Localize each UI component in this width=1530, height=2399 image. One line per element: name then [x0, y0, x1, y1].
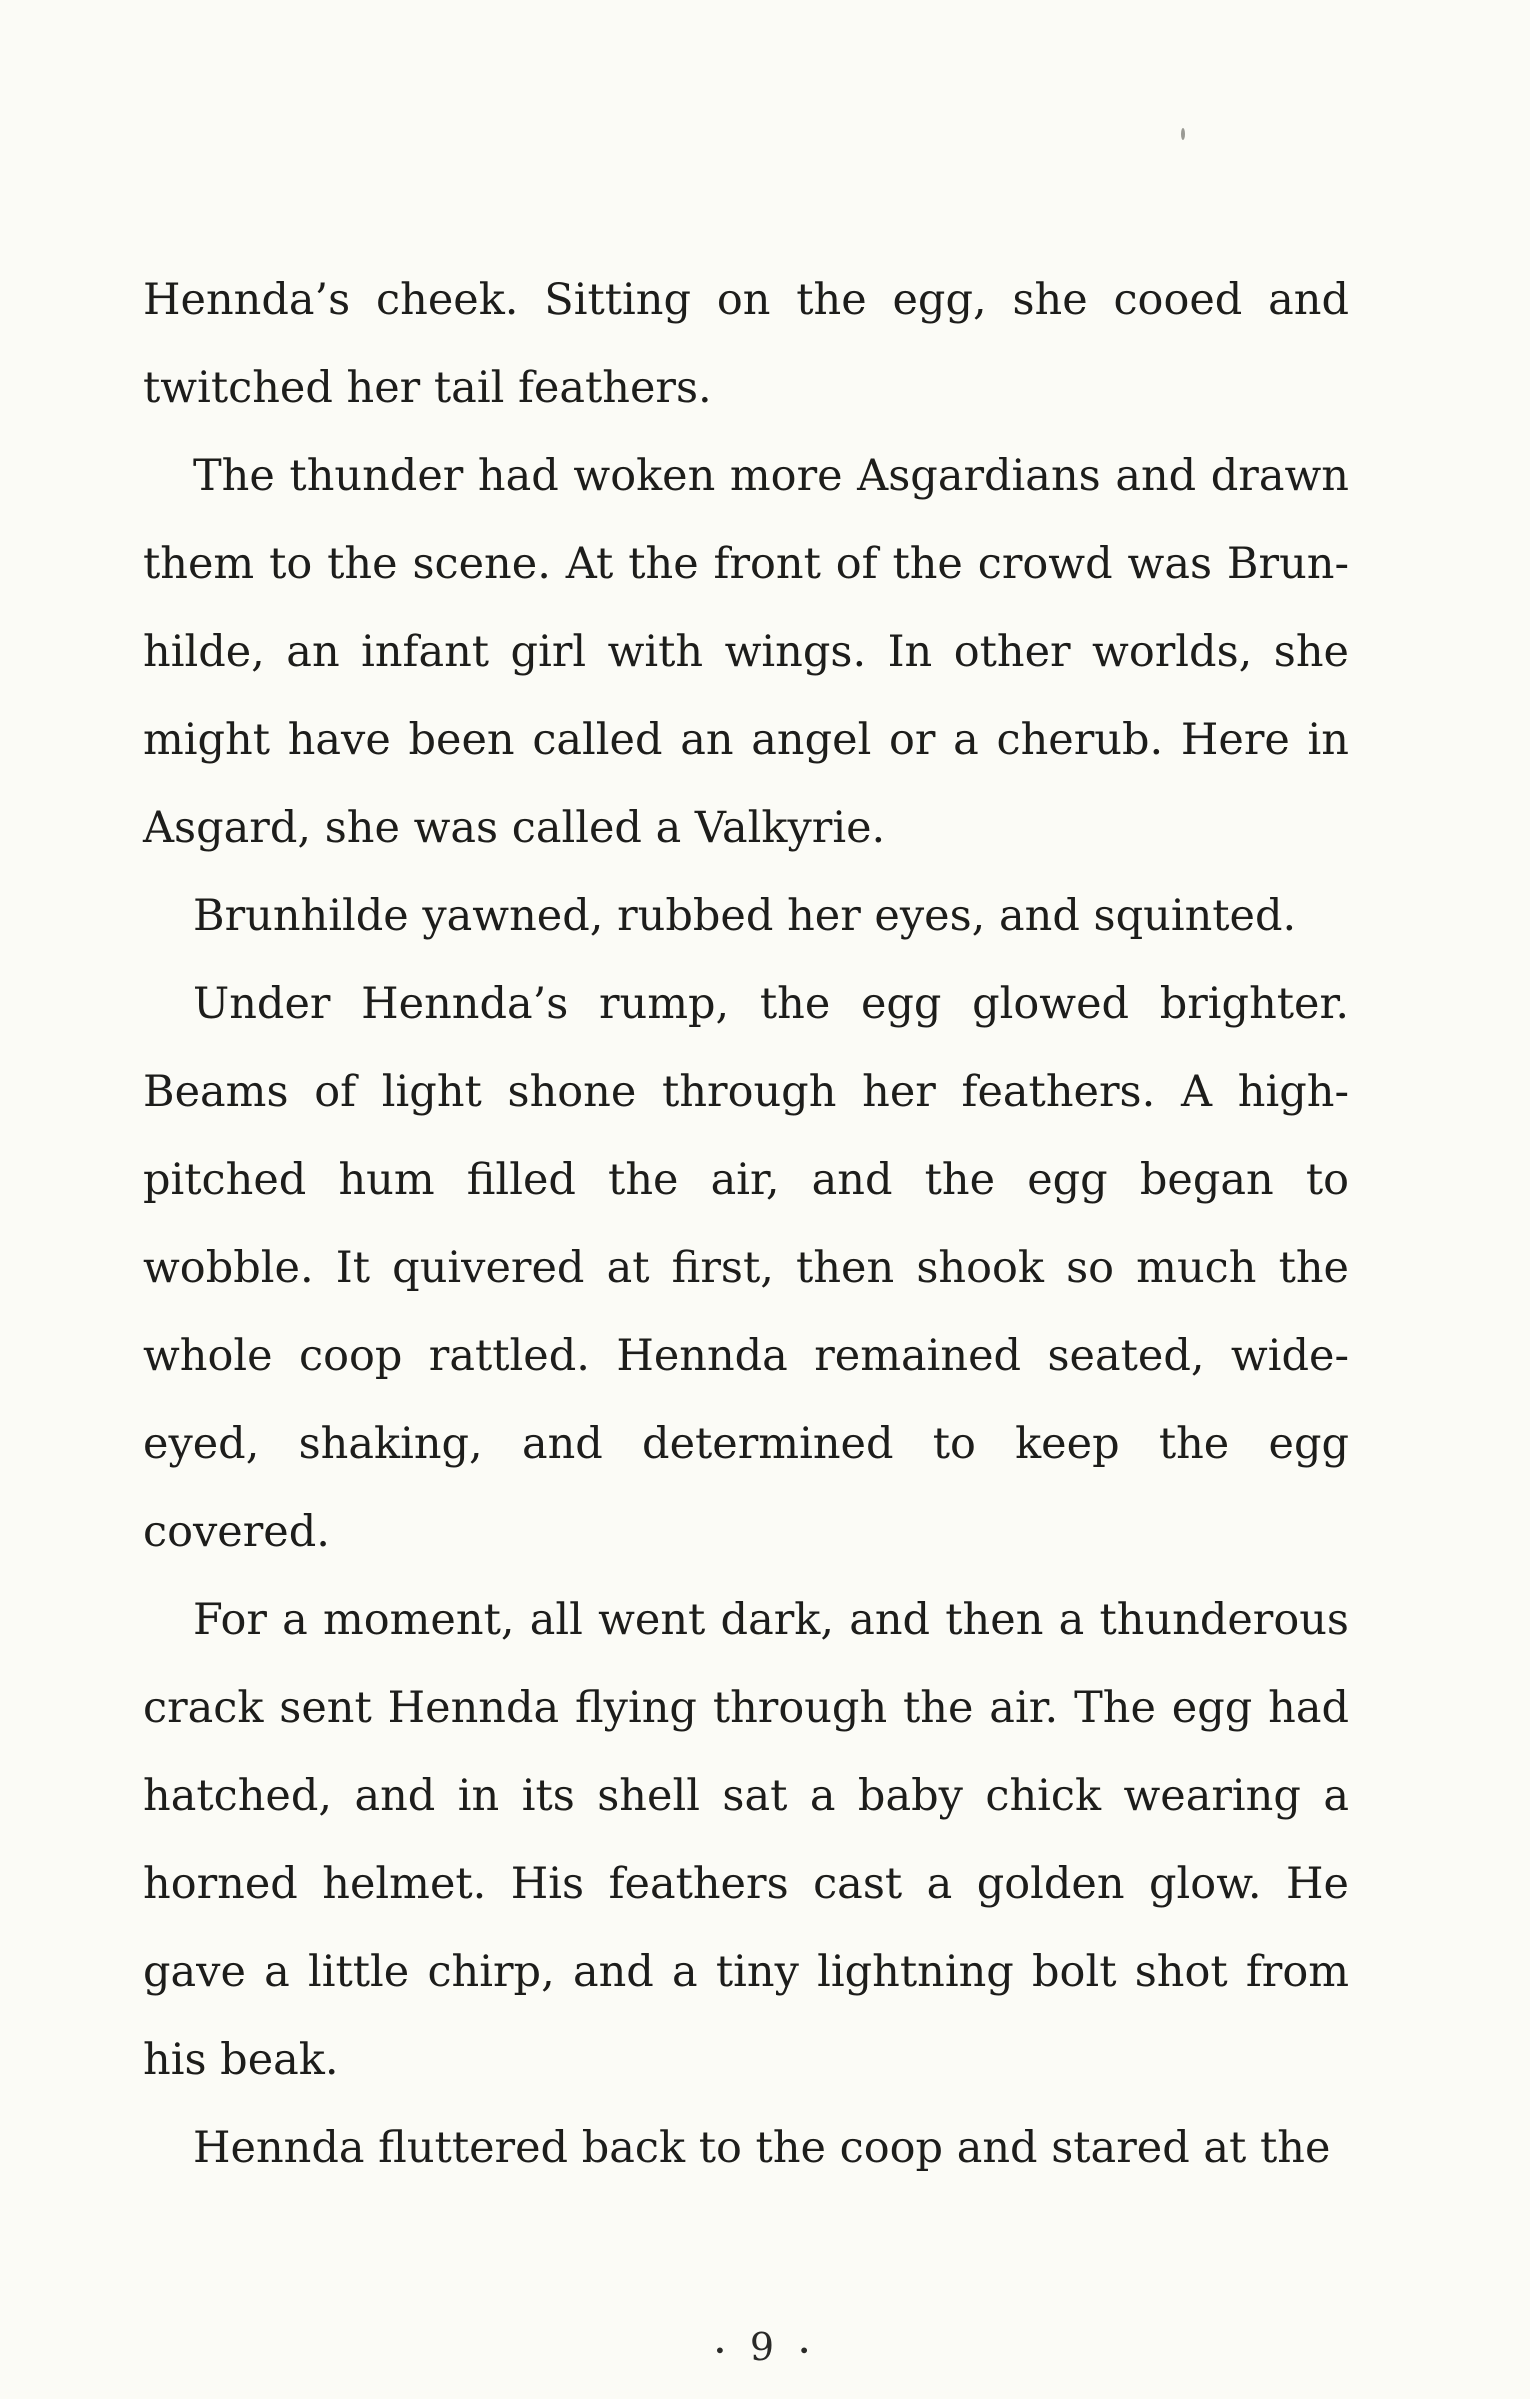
page-number: [0, 2325, 1530, 2369]
body-text: [143, 256, 1349, 2192]
page-number-value: 9: [749, 2325, 781, 2369]
paragraph: Brunhilde yawned, rubbed her eyes, and squinted.: [193, 891, 1297, 941]
folio-ornament-right: •: [798, 2338, 816, 2363]
paragraph: The thunder had woken more Asgardians and drawn them to the scene. At the front of the crowd was Brun-hilde, an infant girl with wings. In other worlds, she might have been called an angel or a cherub. Here in Asgard, she was called a Valkyrie.: [143, 451, 1349, 853]
paragraph: Under Hennda’s rump, the egg glowed brighter. Beams of light shone through her feathers. A high-pitched hum filled the air, and the egg began to wobble. It quivered at first, then shook so much the whole coop rattled. Hennda remained seated, wide-eyed, shaking, and determined to keep the egg covered.: [143, 979, 1349, 1557]
paragraph: For a moment, all went dark, and then a thunderous crack sent Hennda flying through the air. The egg had hatched, and in its shell sat a baby chick wearing a horned helmet. His feathers cast a golden glow. He gave a little chirp, and a tiny lightning bolt shot from his beak.: [143, 1595, 1349, 2085]
folio-ornament-left: •: [714, 2338, 732, 2363]
paragraph: Hennda fluttered back to the coop and stared at the: [193, 2123, 1331, 2173]
paragraph: Hennda’s cheek. Sitting on the egg, she cooed and twitched her tail feathers.: [143, 275, 1349, 413]
paper-speck: [1181, 128, 1185, 140]
